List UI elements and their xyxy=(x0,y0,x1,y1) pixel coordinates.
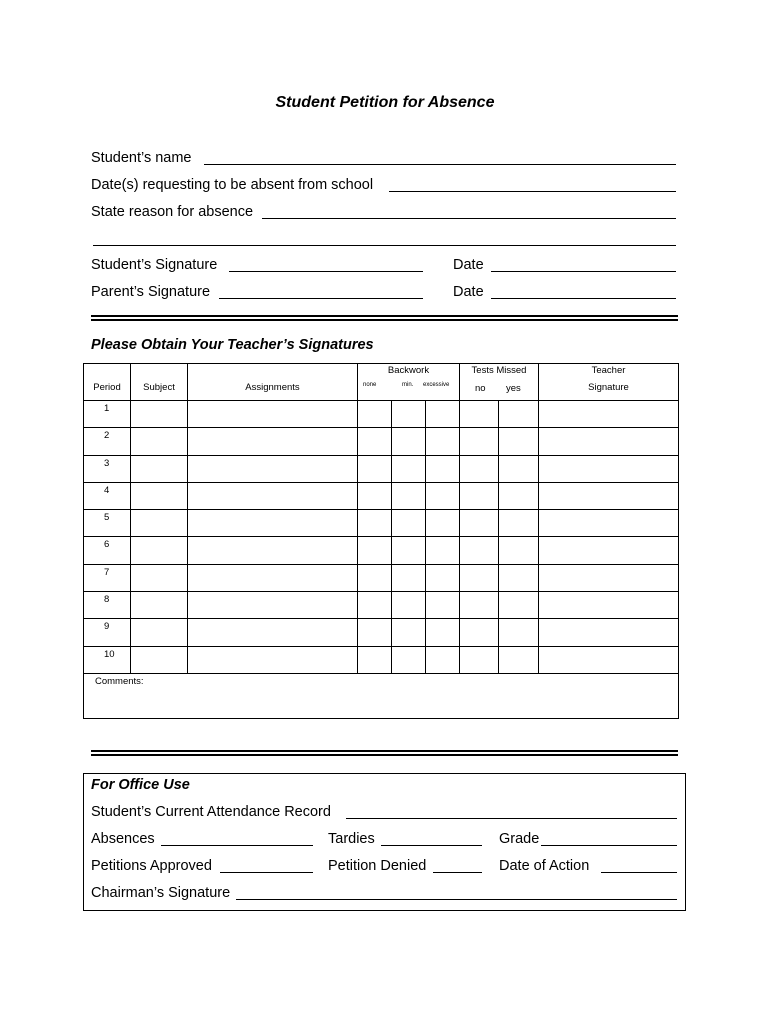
tardies-label: Tardies xyxy=(328,831,375,847)
table-cell[interactable] xyxy=(426,428,460,455)
table-cell[interactable] xyxy=(392,619,426,646)
table-row xyxy=(84,564,679,591)
table-cell[interactable] xyxy=(131,646,188,673)
header-teacher-signature: Teacher Signature xyxy=(539,364,679,401)
period-number: 3 xyxy=(84,455,131,482)
parent-date-field[interactable] xyxy=(491,298,676,299)
table-row xyxy=(84,537,679,564)
table-cell[interactable] xyxy=(358,564,392,591)
header-no: no xyxy=(475,383,486,394)
period-number: 8 xyxy=(84,592,131,619)
table-cell[interactable] xyxy=(499,619,539,646)
table-cell[interactable] xyxy=(392,537,426,564)
table-cell[interactable] xyxy=(131,482,188,509)
table-cell[interactable] xyxy=(188,455,358,482)
table-cell[interactable] xyxy=(358,510,392,537)
table-cell[interactable] xyxy=(499,482,539,509)
table-cell[interactable] xyxy=(392,592,426,619)
student-signature-field[interactable] xyxy=(229,271,423,272)
chairman-label: Chairman’s Signature xyxy=(91,885,231,901)
parent-signature-field[interactable] xyxy=(219,298,423,299)
comments-field[interactable]: Comments: xyxy=(84,673,679,718)
header-none: none xyxy=(363,382,377,388)
table-row xyxy=(84,619,679,646)
period-number: 2 xyxy=(84,428,131,455)
table-cell[interactable] xyxy=(392,510,426,537)
table-cell[interactable] xyxy=(392,401,426,428)
table-cell[interactable] xyxy=(358,619,392,646)
table-cell[interactable] xyxy=(460,482,499,509)
table-cell[interactable] xyxy=(426,646,460,673)
header-min: min. xyxy=(402,382,414,388)
table-cell[interactable] xyxy=(131,428,188,455)
table-cell[interactable] xyxy=(499,646,539,673)
table-cell[interactable] xyxy=(188,619,358,646)
absences-label: Absences xyxy=(91,831,155,847)
reason-label: State reason for absence xyxy=(91,204,254,220)
table-cell[interactable] xyxy=(539,619,679,646)
student-date-label: Date xyxy=(453,257,484,273)
approved-label: Petitions Approved xyxy=(91,858,212,874)
table-cell[interactable] xyxy=(539,592,679,619)
table-cell[interactable] xyxy=(188,564,358,591)
table-cell[interactable] xyxy=(188,482,358,509)
table-cell[interactable] xyxy=(188,401,358,428)
table-cell[interactable] xyxy=(460,428,499,455)
section-divider xyxy=(91,315,678,321)
table-cell[interactable] xyxy=(131,537,188,564)
teacher-signature-table xyxy=(83,363,679,719)
table-cell[interactable] xyxy=(539,646,679,673)
period-number: 9 xyxy=(84,619,131,646)
table-cell[interactable] xyxy=(392,455,426,482)
date-of-action-field[interactable] xyxy=(601,872,677,873)
table-cell[interactable] xyxy=(358,592,392,619)
table-cell[interactable] xyxy=(460,537,499,564)
table-cell[interactable] xyxy=(499,455,539,482)
table-cell[interactable] xyxy=(539,537,679,564)
table-cell[interactable] xyxy=(392,482,426,509)
table-cell[interactable] xyxy=(188,428,358,455)
table-cell[interactable] xyxy=(358,455,392,482)
table-row xyxy=(84,510,679,537)
table-cell[interactable] xyxy=(131,619,188,646)
table-cell[interactable] xyxy=(358,537,392,564)
page-title: Student Petition for Absence xyxy=(275,94,495,111)
student-signature-label: Student’s Signature xyxy=(91,257,218,273)
header-yes: yes xyxy=(506,383,521,394)
table-cell[interactable] xyxy=(426,619,460,646)
parent-date-label: Date xyxy=(453,284,484,300)
office-heading: For Office Use xyxy=(91,777,190,793)
table-cell[interactable] xyxy=(131,510,188,537)
dates-field[interactable] xyxy=(389,191,676,192)
table-cell[interactable] xyxy=(499,401,539,428)
table-row xyxy=(84,428,679,455)
table-cell[interactable] xyxy=(392,564,426,591)
date-of-action-label: Date of Action xyxy=(499,858,590,874)
table-cell[interactable] xyxy=(426,510,460,537)
table-cell[interactable] xyxy=(539,455,679,482)
table-cell[interactable] xyxy=(131,592,188,619)
table-cell[interactable] xyxy=(188,592,358,619)
table-cell[interactable] xyxy=(131,401,188,428)
table-cell[interactable] xyxy=(460,401,499,428)
table-cell[interactable] xyxy=(188,537,358,564)
table-cell[interactable] xyxy=(426,455,460,482)
period-number: 10 xyxy=(84,646,131,673)
table-cell[interactable] xyxy=(460,455,499,482)
attendance-field[interactable] xyxy=(346,818,677,819)
header-backwork: Backwork none min. excessive xyxy=(358,364,460,401)
header-period: Period xyxy=(84,364,131,401)
chairman-field[interactable] xyxy=(236,899,677,900)
table-cell[interactable] xyxy=(499,537,539,564)
grade-label: Grade xyxy=(499,831,540,847)
header-subject: Subject xyxy=(131,364,188,401)
teacher-section-heading: Please Obtain Your Teacher’s Signatures xyxy=(91,337,374,353)
table-cell[interactable] xyxy=(499,428,539,455)
table-cell[interactable] xyxy=(460,646,499,673)
table-cell[interactable] xyxy=(358,482,392,509)
table-cell[interactable] xyxy=(499,510,539,537)
table-cell[interactable] xyxy=(426,592,460,619)
student-name-label: Student’s name xyxy=(91,150,192,166)
table-cell[interactable] xyxy=(131,455,188,482)
student-date-field[interactable] xyxy=(491,271,676,272)
reason-field[interactable] xyxy=(262,218,676,219)
table-cell[interactable] xyxy=(539,401,679,428)
dates-label: Date(s) requesting to be absent from school xyxy=(91,177,374,193)
office-use-box xyxy=(83,773,686,911)
table-cell[interactable] xyxy=(539,428,679,455)
table-row xyxy=(84,401,679,428)
table-cell[interactable] xyxy=(460,510,499,537)
table-cell[interactable] xyxy=(392,428,426,455)
table-cell[interactable] xyxy=(426,482,460,509)
reason-field-continued[interactable] xyxy=(93,245,676,246)
table-cell[interactable] xyxy=(131,564,188,591)
table-row xyxy=(84,646,679,673)
period-number: 4 xyxy=(84,482,131,509)
table-cell[interactable] xyxy=(426,401,460,428)
table-cell[interactable] xyxy=(358,646,392,673)
table-cell[interactable] xyxy=(188,646,358,673)
header-assignments: Assignments xyxy=(188,364,358,401)
table-cell[interactable] xyxy=(358,428,392,455)
table-cell[interactable] xyxy=(460,619,499,646)
header-tests-missed: Tests Missed no yes xyxy=(460,364,539,401)
table-cell[interactable] xyxy=(539,482,679,509)
table-cell[interactable] xyxy=(539,510,679,537)
period-number: 5 xyxy=(84,510,131,537)
student-name-field[interactable] xyxy=(204,164,676,165)
denied-field[interactable] xyxy=(433,872,482,873)
table-cell[interactable] xyxy=(499,564,539,591)
table-row xyxy=(84,592,679,619)
table-cell[interactable] xyxy=(460,592,499,619)
period-number: 6 xyxy=(84,537,131,564)
attendance-label: Student’s Current Attendance Record xyxy=(91,804,331,820)
approved-field[interactable] xyxy=(220,872,313,873)
table-row xyxy=(84,482,679,509)
table-cell[interactable] xyxy=(188,510,358,537)
table-cell[interactable] xyxy=(539,564,679,591)
period-number: 1 xyxy=(84,401,131,428)
table-cell[interactable] xyxy=(426,537,460,564)
table-row xyxy=(84,455,679,482)
header-excessive: excessive xyxy=(423,382,450,388)
grade-field[interactable] xyxy=(541,845,677,846)
office-divider xyxy=(91,750,678,756)
parent-signature-label: Parent’s Signature xyxy=(91,284,211,300)
table-cell[interactable] xyxy=(426,564,460,591)
table-cell[interactable] xyxy=(460,564,499,591)
absences-field[interactable] xyxy=(161,845,313,846)
tardies-field[interactable] xyxy=(381,845,482,846)
table-cell[interactable] xyxy=(499,592,539,619)
table-cell[interactable] xyxy=(358,401,392,428)
table-cell[interactable] xyxy=(392,646,426,673)
denied-label: Petition Denied xyxy=(328,858,427,874)
period-number: 7 xyxy=(84,564,131,591)
